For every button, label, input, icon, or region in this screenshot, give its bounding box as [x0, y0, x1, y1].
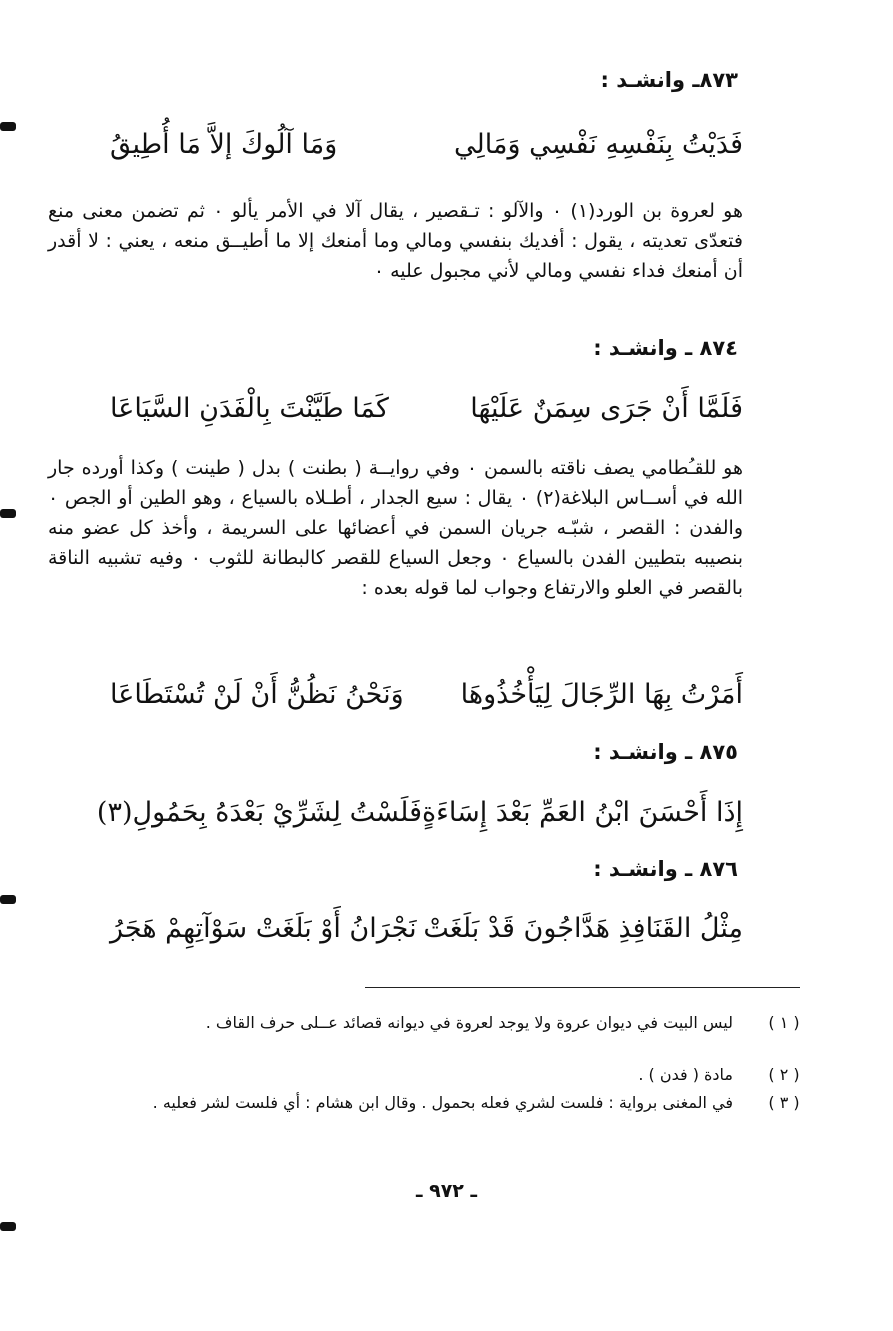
verse-second-hemistich: فَلَسْتُ لِشَرِّيْ بَعْدَهُ بِحَمُولِ(٣)	[96, 796, 423, 828]
footnote-3	[48, 1092, 800, 1114]
footnote-text: مادة ( فدن ) .	[638, 1065, 733, 1084]
verse-first-hemistich: إِذَا أَحْسَنَ ابْنُ العَمِّ بَعْدَ إِسَاءَةٍ	[422, 796, 743, 828]
verse-874	[110, 382, 743, 434]
scan-margin-mark	[0, 122, 16, 131]
verse-876	[110, 902, 743, 954]
verse-875	[96, 786, 743, 838]
footnote-separator	[365, 987, 800, 988]
scan-margin-mark	[0, 1222, 16, 1231]
footnote-text: ليس البيت في ديوان عروة ولا يوجد لعروة في ديوانه قصائد عــلى حرف القاف .	[205, 1013, 733, 1032]
verse-second-hemistich: وَمَا آلُوكَ إلاَّ مَا أُطِيقُ	[110, 128, 338, 160]
verse-first-hemistich: فَلَمَّا أَنْ جَرَى سِمَنٌ عَلَيْهَا	[470, 392, 743, 424]
entry-heading-875: ٨٧٥ ـ وانشـد :	[593, 740, 738, 764]
verse-874-continuation	[110, 668, 743, 720]
footnote-number: ( ٣ )	[768, 1093, 800, 1112]
entry-heading-876: ٨٧٦ ـ وانشـد :	[593, 857, 738, 881]
scan-margin-mark	[0, 895, 16, 904]
footnote-2	[48, 1064, 800, 1086]
commentary-874: هو للقـُطامي يصف ناقته بالسمن ٠ وفي روايــة ( بطنت ) بدل ( طينت ) وكذا أورده جار الله في أســاس البلاغة(٢) ٠ يقال : سيع الجدار ، أطـلاه بالسياع ، وهو الطين أو الجص ٠ والفدن : القصر ، شبّـه جريان السمن في أعضائها على السريمة ، وأخذ كل عضو منه بنصيبه بتطيين الفدن بالسياع ٠ وجعل السياع للقصر كالبطانة للثوب ٠ وفيه تشبيه الناقة بالقصر في العلو والارتفاع وجواب لما قوله بعده :	[48, 457, 744, 599]
page-number: ـ ٩٧٢ ـ	[415, 1180, 477, 1202]
commentary-873: هو لعروة بن الورد(١) ٠ والآلو : تـقصير ، يقال آلا في الأمر يألو ٠ ثم تضمن معنى منع فتعدّى تعديته ، يقول : أفديك بنفسي ومالي وما أمنعك إلا ما أطيــق منعه ، يعني : لا أقدر أن أمنعك فداء نفسي ومالي لأني مجبول عليه ٠	[48, 200, 743, 282]
footnote-1	[48, 1012, 800, 1034]
scan-margin-mark	[0, 509, 16, 518]
verse-first-hemistich: مِثْلُ القَنَافِذِ هَدَّاجُونَ قَدْ بَلَغَتْ	[423, 912, 743, 944]
footnote-number: ( ٢ )	[768, 1065, 800, 1084]
verse-second-hemistich: كَمَا طَيَّنْتَ بِالْفَدَنِ السَّيَاعَا	[110, 392, 389, 424]
verse-second-hemistich: وَنَحْنُ نَظُنُّ أَنْ لَنْ تُسْتَطَاعَا	[110, 678, 404, 710]
footnote-number: ( ١ )	[768, 1013, 800, 1032]
verse-first-hemistich: فَدَيْتُ بِنَفْسِهِ نَفْسِي وَمَالِي	[454, 128, 743, 160]
verse-second-hemistich: نَجْرَانُ أَوْ بَلَغَتْ سَوْآتِهِمْ هَجَرُ	[110, 912, 417, 944]
footnote-text: في المغنى برواية : فلست لشري فعله بحمول . وقال ابن هشام : أي فلست لشر فعليه .	[152, 1093, 733, 1112]
entry-heading-873: ٨٧٣ـ وانشـد :	[600, 68, 738, 92]
verse-873	[110, 118, 743, 170]
verse-first-hemistich: أَمَرْتُ بِهَا الرِّجَالَ لِيَأْخُذُوهَا	[460, 678, 743, 710]
entry-heading-874: ٨٧٤ ـ وانشـد :	[593, 336, 738, 360]
